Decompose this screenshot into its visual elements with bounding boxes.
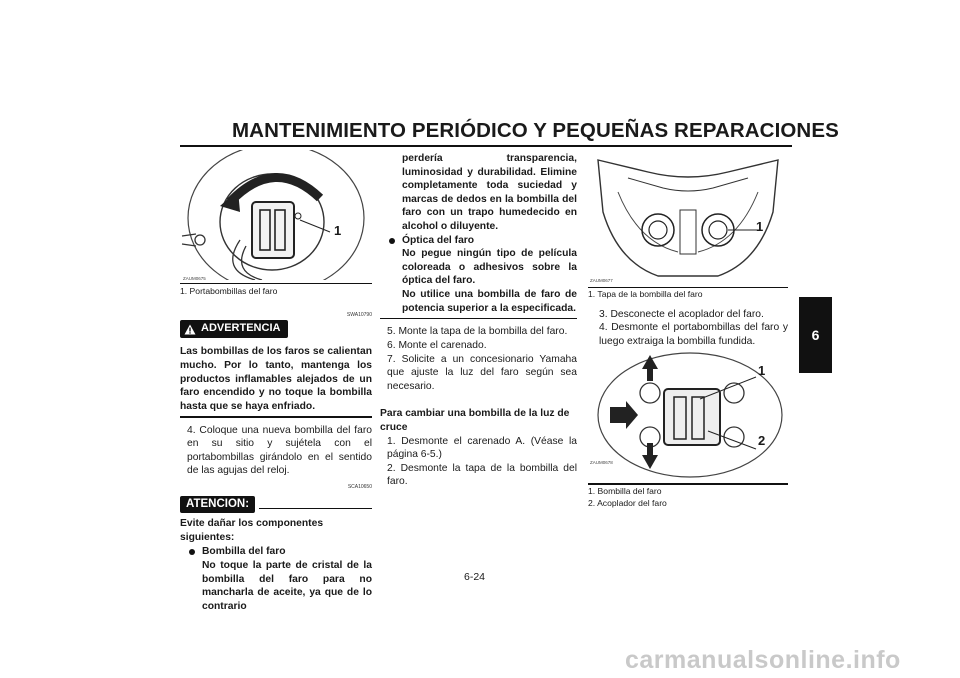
figure-caption: 1. Portabombillas del faro (180, 285, 278, 296)
warning-label: ADVERTENCIA (201, 322, 281, 335)
step-6: 6. Monte el carenado. (387, 340, 487, 352)
page-title: MANTENIMIENTO PERIÓDICO Y PEQUEÑAS REPARACIONES (232, 119, 839, 142)
figure-callout: 1 (756, 219, 764, 234)
bullet-lens-title: Óptica del faro (402, 234, 475, 246)
bullet-dot (189, 549, 195, 555)
figure-code: ZAUM0677 (590, 278, 613, 283)
figure-code: ZAUM0675 (183, 276, 206, 281)
headlight-cover-illustration (588, 152, 788, 284)
bullet-lens (380, 234, 577, 316)
step-2: 2. Desmonte la tapa de la bombilla del faro. (387, 462, 577, 488)
step-3: 3. Desconecte el acoplador del faro. (599, 308, 764, 320)
warning-code: SWA10790 (346, 311, 372, 318)
figure-code: ZAUM0678 (590, 460, 613, 465)
section-heading: Para cambiar una bombilla de la luz de cruce (380, 408, 570, 433)
middle-column (380, 152, 577, 489)
figure-callout: 1 (334, 223, 342, 238)
chapter-tab: 6 (799, 297, 832, 373)
warning-badge (180, 320, 288, 338)
bullet-bulb-cont: perdería transparencia, luminosidad y durabilidad. Elimine completamente toda suciedad y marcas de dedos en la bombilla del faro con un trapo humedecido en alcohol o diluyente. (402, 153, 577, 232)
watermark: carmanualsonline.info (625, 646, 901, 674)
caption-rule (180, 283, 372, 284)
figure-caption: 1. Tapa de la bombilla del faro (588, 288, 703, 299)
caution-intro: Evite dañar los componentes siguientes: (180, 518, 324, 543)
bullet-lens-text-2: No utilice una bombilla de faro de potencia superior a la especificada. (402, 288, 577, 314)
page-number: 6-24 (464, 571, 486, 583)
bullet-lens-text: No pegue ningún tipo de película coloreada o adhesivos sobre la óptica del faro. (402, 248, 577, 287)
step-7: 7. Solicite a un concesionario Yamaha que ajuste la luz del faro según sea necesario. (387, 353, 577, 392)
right-column (588, 152, 788, 509)
figure-callout-2: 2 (758, 433, 766, 448)
figure-callout-1: 1 (758, 363, 766, 378)
bullet-bulb (180, 545, 372, 613)
caution-rule (259, 508, 372, 509)
step-5: 5. Monte la tapa de la bombilla del faro. (387, 326, 568, 338)
caution-badge: ATENCION: (180, 496, 255, 514)
step-4-left: 4. Coloque una nueva bombilla del faro en su sitio y sujétela con el portabombillas girándolo en el sentido de las agujas del reloj. (187, 424, 372, 477)
bullet-bulb-title: Bombilla del faro (202, 546, 286, 558)
figure-caption-2: 2. Acoplador del faro (588, 497, 667, 508)
bulb-holder-illustration (180, 150, 372, 280)
caution-end-rule (380, 318, 577, 319)
step-4-right: 4. Desmonte el portabombillas del faro y luego extraiga la bombilla fundida. (599, 322, 788, 348)
warning-text: Las bombillas de los faros se calientan mucho. Por lo tanto, mantenga los productos inflamables alejados de un faro encendido y no toque la bombilla hasta que se haya enfriado. (180, 346, 372, 412)
caution-code: SCA10650 (347, 484, 372, 491)
bullet-dot (389, 238, 395, 244)
header-rule (180, 145, 792, 147)
bullet-bulb-text: No toque la parte de cristal de la bombilla del faro para no mancharla de aceite, ya que de lo contrario (202, 559, 372, 612)
step-1: 1. Desmonte el carenado A. (Véase la página 6-5.) (387, 435, 577, 461)
warning-triangle-icon (184, 324, 196, 335)
warning-rule (180, 416, 372, 417)
figure-caption-1: 1. Bombilla del faro (588, 485, 662, 496)
left-column (180, 150, 372, 613)
